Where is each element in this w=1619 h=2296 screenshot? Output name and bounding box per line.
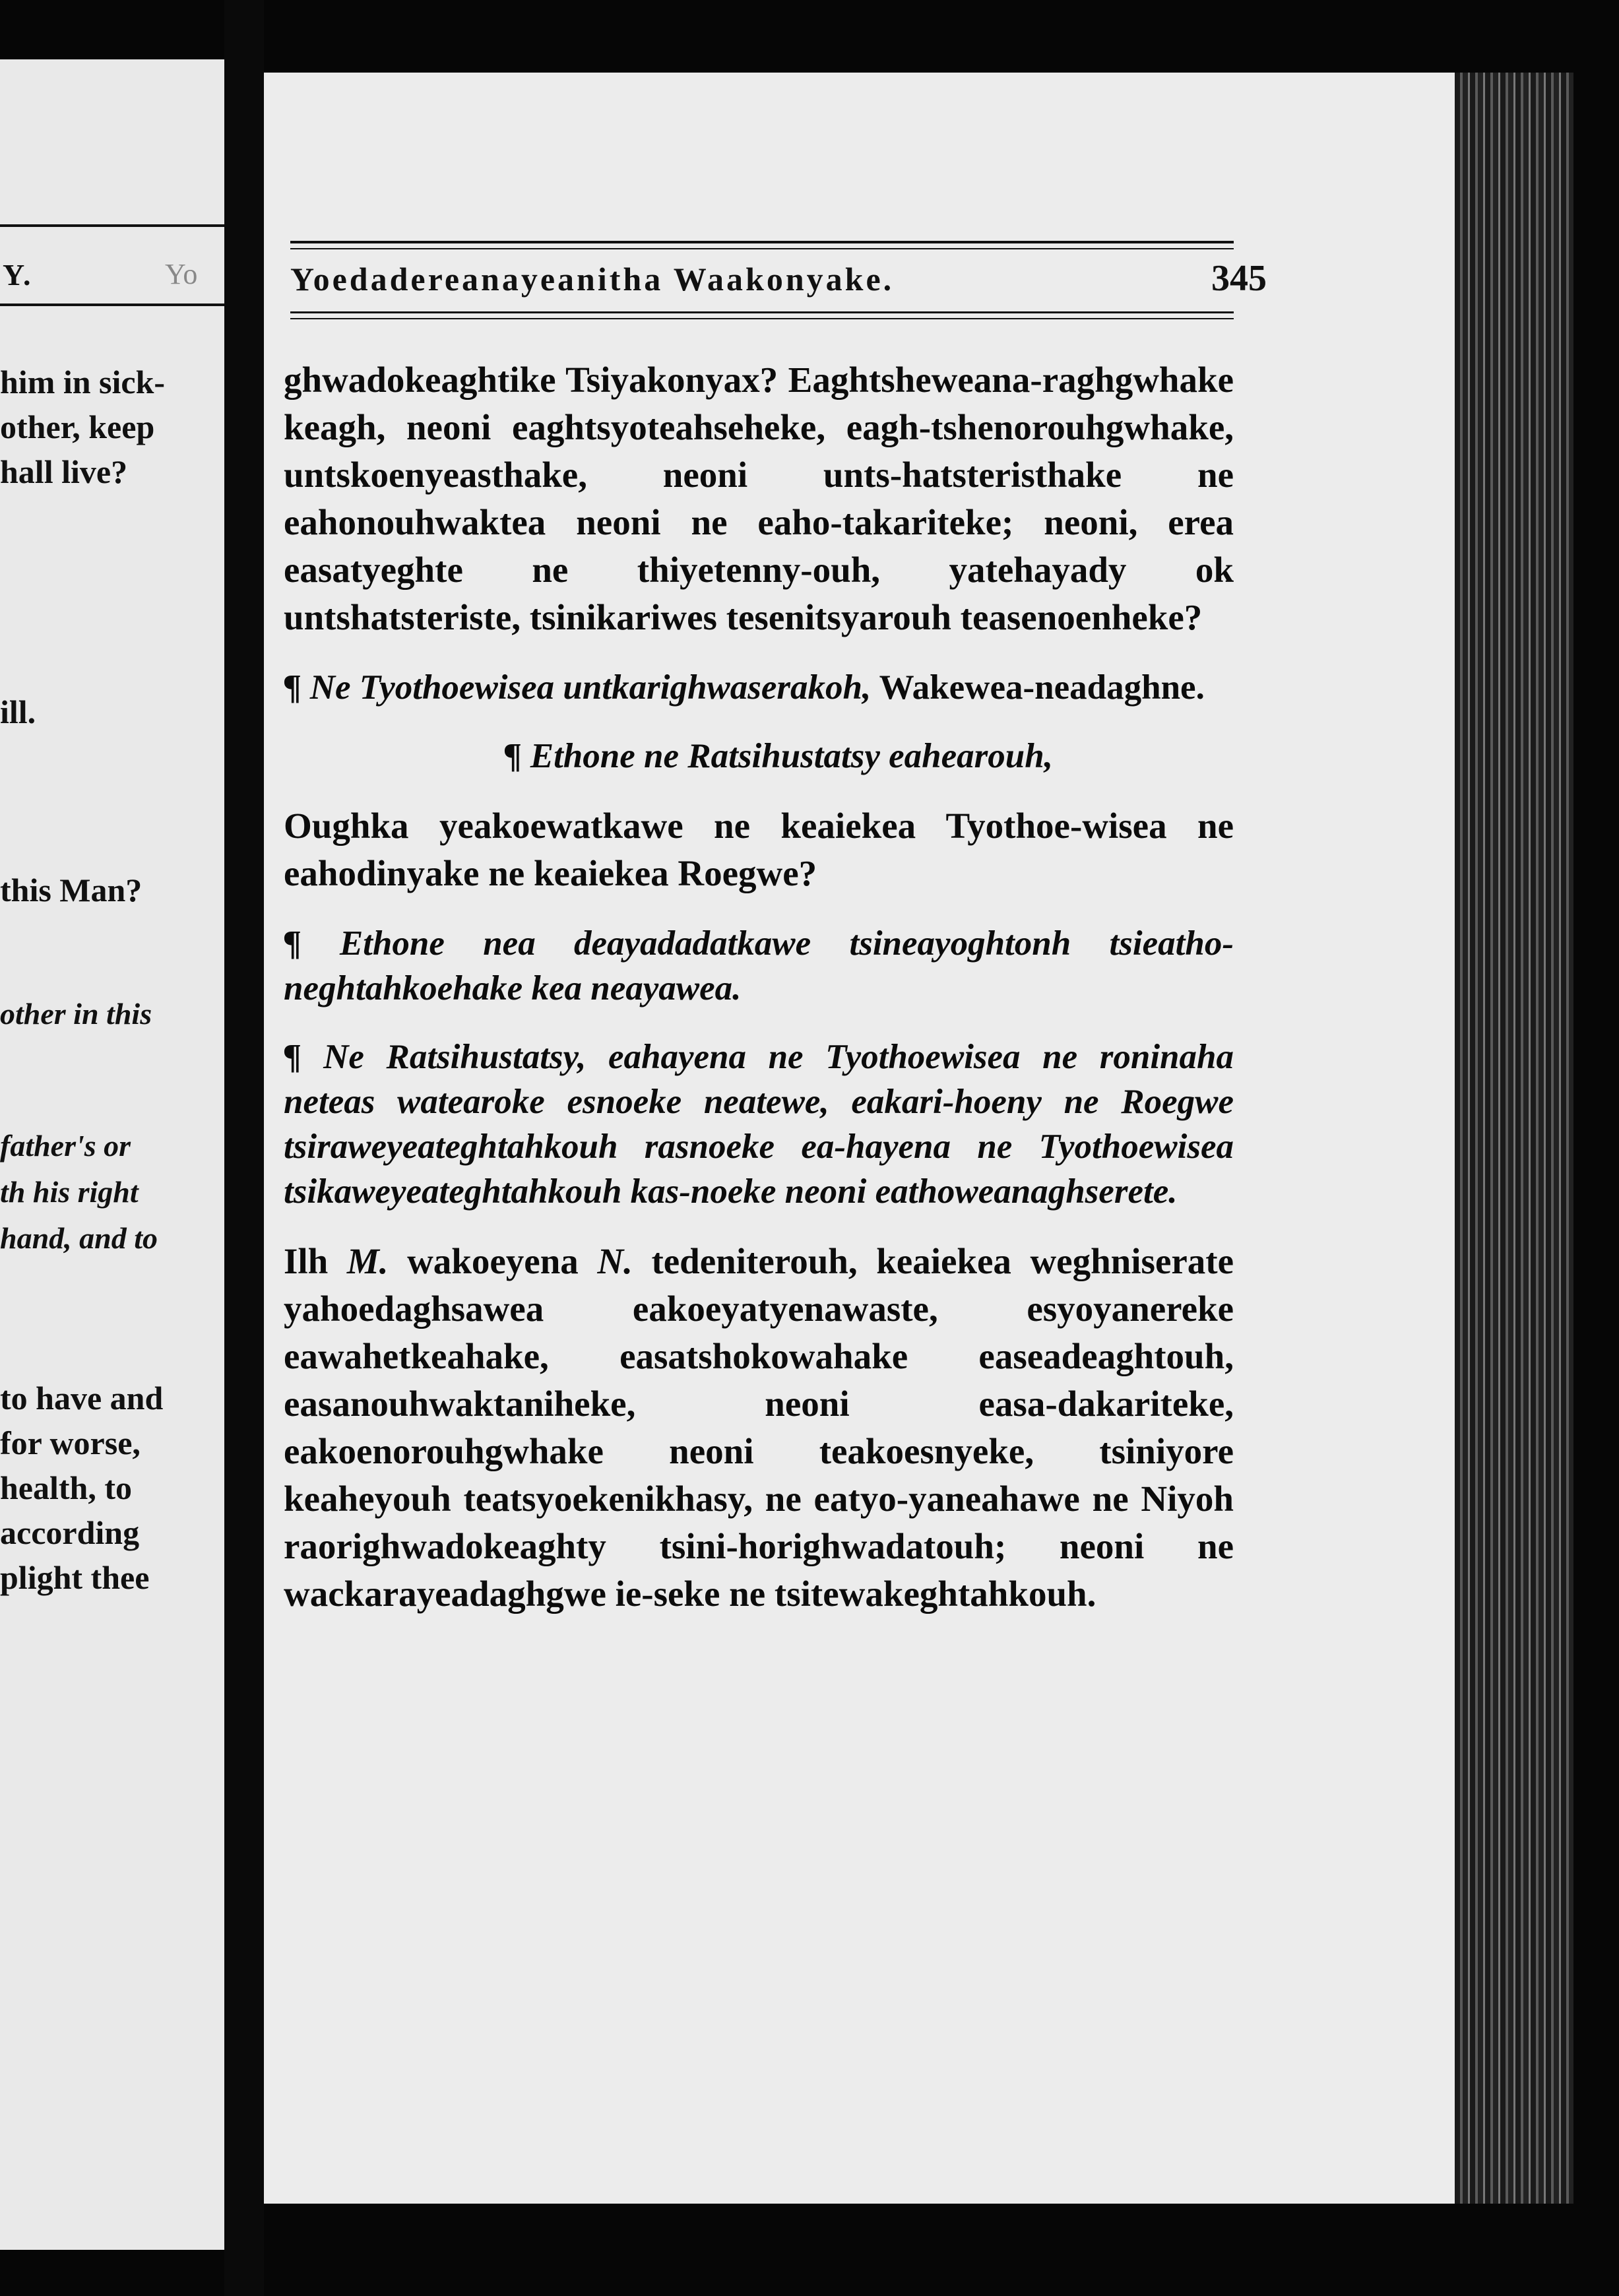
left-line: according: [0, 1514, 140, 1551]
vow-lead: Ilh: [284, 1241, 347, 1281]
left-running-title-ghost: Yo: [165, 258, 198, 290]
rubric-minister-says: ¶ Ethone ne Ratsihustatsy eahearouh,: [503, 737, 1053, 775]
rubric-text: ¶ Ne Tyothoewisea untkarighwaserakoh,: [284, 668, 872, 707]
page-header: [290, 257, 1267, 300]
left-line: him in sick-: [0, 364, 166, 400]
left-line: th his right: [0, 1175, 139, 1209]
left-line: other in this: [0, 997, 152, 1031]
left-facing-page: [0, 59, 224, 2250]
header-rule-bottom: [290, 311, 1234, 313]
header-rule-top: [290, 241, 1234, 243]
vow-n-placeholder: N.: [597, 1241, 633, 1281]
left-line: ill.: [0, 693, 36, 730]
left-line: this Man?: [0, 872, 143, 909]
paragraph-who-gives: Oughka yeakoewatkawe ne keaiekea Tyothoe-wisea ne eahodinyake ne keaiekea Roegwe?: [284, 806, 1234, 893]
page-body: [284, 356, 1234, 1642]
left-line: hand, and to: [0, 1221, 158, 1255]
left-line: hall live?: [0, 453, 128, 490]
header-rule-bottom-thin: [290, 318, 1234, 319]
header-rule-top-thin: [290, 248, 1234, 249]
paragraph-vow: [284, 1238, 1234, 1618]
rubric-woman-answer: [284, 665, 1234, 710]
left-line: other, keep: [0, 408, 155, 445]
vow-m-placeholder: M.: [346, 1241, 389, 1281]
left-header-rule-top: [0, 224, 224, 227]
vow-mid: wakoeyena: [388, 1241, 598, 1281]
rubric-they-give-troth: ¶ Ethone nea deayadadatkawe tsineayoghtonh tsieatho-neghtahkoehake kea neayawea.: [284, 924, 1234, 1007]
left-line: father's or: [0, 1129, 131, 1163]
left-line: plight thee: [0, 1559, 150, 1596]
left-line: for worse,: [0, 1424, 141, 1461]
rubric-answer: Wakewea-neadaghne.: [871, 668, 1205, 707]
left-header-rule-bottom: [0, 303, 224, 306]
main-page: [264, 73, 1455, 2204]
left-line: to have and: [0, 1380, 164, 1417]
page-number: 345: [1211, 258, 1267, 299]
left-running-title-fragment: Y.: [3, 258, 32, 292]
rubric-minister-receiving: ¶ Ne Ratsihustatsy, eahayena ne Tyothoewisea ne roninaha neteas watearoke esnoeke neatewe, eakari-hoeny ne Roegwe tsiraweyeateghtahkouh rasnoeke ea-hayena ne Tyothoewisea tsikaweyeateghtahkouh kas-noeke neoni eathoweanaghserete.: [284, 1038, 1234, 1211]
left-line: health, to: [0, 1469, 132, 1506]
paragraph-question: ghwadokeaghtike Tsiyakonyax? Eaghtsheweana-raghgwhake keagh, neoni eaghtsyoteahseheke, eagh-tshenorouhgwhake, untskoenyeasthake, neoni unts-hatsteristhake ne eahonouhwaktea neoni ne eaho-takariteke; neoni, erea easatyeghte ne thiyetenny-ouh, yatehayady ok untshatsteriste, tsinikariwes tesenitsyarouh teasenoenheke?: [284, 360, 1234, 637]
book-page-edges: [1455, 73, 1573, 2204]
vow-rest: tedeniterouh, keaiekea weghniserate yahoedaghsawea eakoeyatyenawaste, esyoyanereke eawahetkeahake, easatshokowahake easeadeaghtouh, easanouhwaktaniheke, neoni easa-dakariteke, eakoenorouhgwhake neoni teakoesnyeke, tsiniyore keaheyouh teatsyoekenikhasy, ne eatyo-yaneahawe ne Niyoh raorighwadokeaghty tsini-horighwadatouh; neoni ne wackarayeadaghgwe ie-seke ne tsitewakeghtahkouh.: [284, 1241, 1234, 1614]
book-gutter: [224, 0, 264, 2296]
running-title: Yoedadereanayeanitha Waakonyake.: [290, 261, 895, 298]
